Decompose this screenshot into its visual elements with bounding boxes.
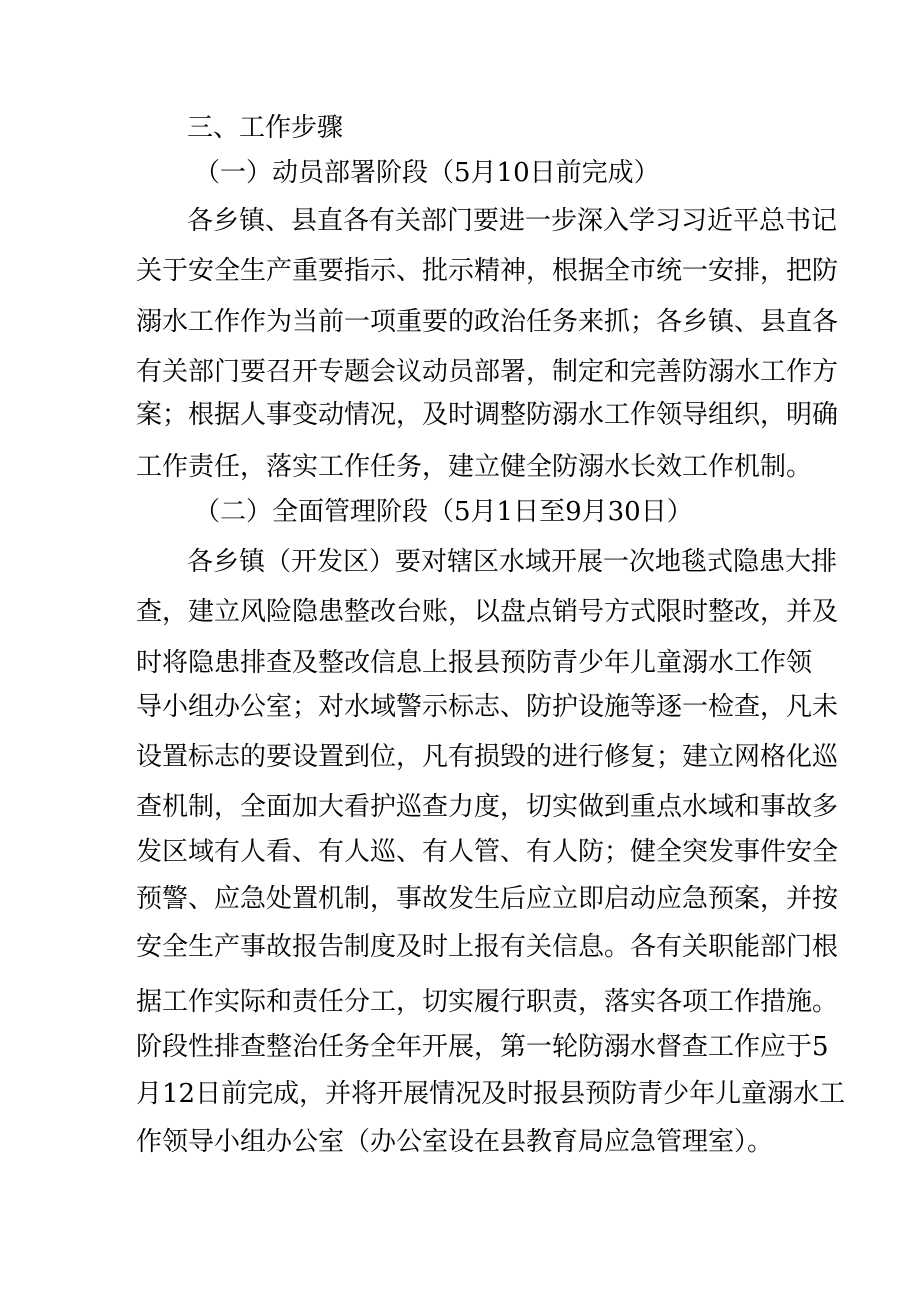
paragraph-line: 据工作实际和责任分工，切实履行职责，落实各项工作措施。 <box>136 987 839 1017</box>
paragraph-line: 关于安全生产重要指示、批示精神，根据全市统一安排，把防 <box>136 256 839 286</box>
paragraph-line: 查，建立风险隐患整改台账，以盘点销号方式限时整改，并及 <box>136 597 839 627</box>
paragraph-line: 安全生产事故报告制度及时上报有关信息。各有关职能部门根 <box>136 932 839 962</box>
subsection-heading-2: （二）全面管理阶段（5月1日至9月30日） <box>194 497 693 527</box>
paragraph-line: 各乡镇（开发区）要对辖区水域开展一次地毯式隐患大排 <box>187 547 838 577</box>
paragraph-line: 导小组办公室；对水域警示标志、防护设施等逐一检查，凡未 <box>136 692 839 722</box>
paragraph-line: 工作责任，落实工作任务，建立健全防溺水长效工作机制。 <box>136 452 813 482</box>
paragraph-line: 溺水工作作为当前一项重要的政治任务来抓；各乡镇、县直各 <box>136 307 839 337</box>
paragraph-line: 发区域有人看、有人巡、有人管、有人防；健全突发事件安全 <box>136 837 839 867</box>
paragraph-line: 时将隐患排查及整改信息上报县预防青少年儿童溺水工作领 <box>136 648 813 678</box>
paragraph-line: 作领导小组办公室（办公室设在县教育局应急管理室）。 <box>136 1127 774 1157</box>
paragraph-line: 案；根据人事变动情况，及时调整防溺水工作领导组织，明确 <box>136 400 839 430</box>
paragraph-line: 预警、应急处置机制，事故发生后应立即启动应急预案，并按 <box>136 884 839 914</box>
paragraph-line: 有关部门要召开专题会议动员部署，制定和完善防溺水工作方 <box>136 357 839 387</box>
paragraph-line: 月12日前完成，并将开展情况及时报县预防青少年儿童溺水工 <box>136 1079 846 1109</box>
subsection-heading-1: （一）动员部署阶段（5月10日前完成） <box>194 158 660 188</box>
paragraph-line: 阶段性排查整治任务全年开展，第一轮防溺水督查工作应于5 <box>136 1032 829 1062</box>
paragraph-line: 各乡镇、县直各有关部门要进一步深入学习习近平总书记 <box>187 206 838 236</box>
section-heading: 三、工作步骤 <box>187 113 344 143</box>
paragraph-line: 设置标志的要设置到位，凡有损毁的进行修复；建立网格化巡 <box>136 742 839 772</box>
paragraph-line: 查机制，全面加大看护巡查力度，切实做到重点水域和事故多 <box>136 792 839 822</box>
